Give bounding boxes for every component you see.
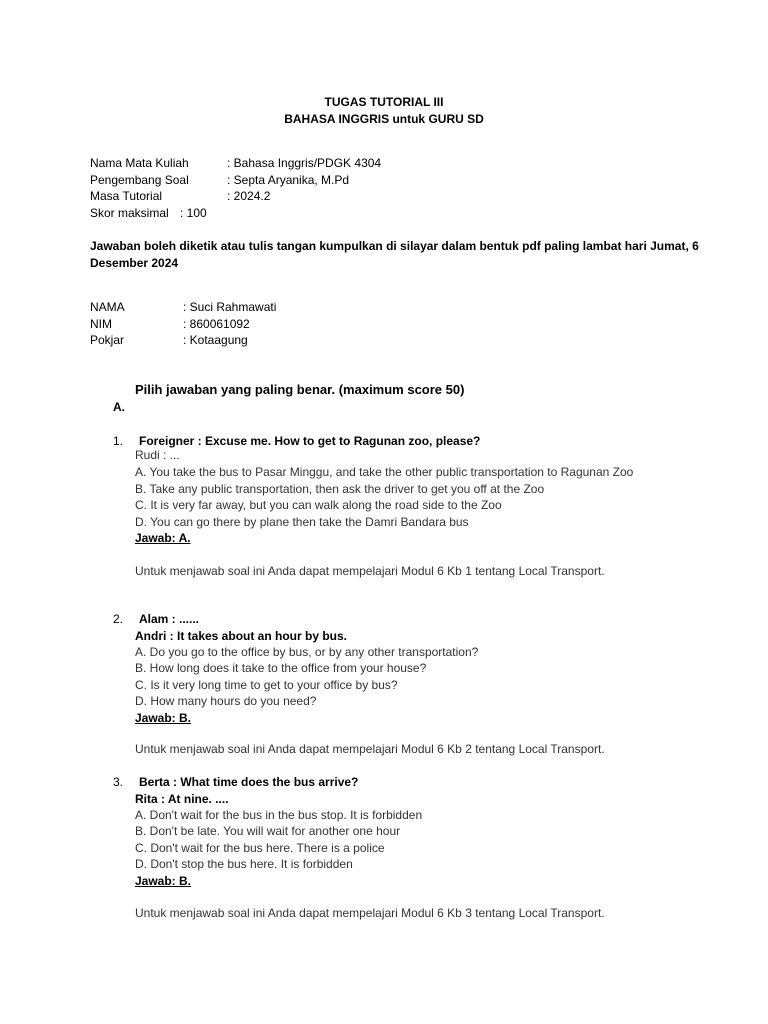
skor-value: : 100	[180, 206, 207, 220]
option-b: B. Don't be late. You will wait for another one hour	[135, 824, 401, 838]
skor-label: Skor maksimal	[90, 206, 169, 220]
doc-title: TUGAS TUTORIAL III	[324, 95, 444, 109]
question-number: 2.	[113, 612, 124, 626]
question-prompt: Berta : What time does the bus arrive?	[139, 775, 359, 789]
course-value-3: : 2024.2	[227, 189, 271, 203]
study-note: Untuk menjawab soal ini Anda dapat mempelajari Modul 6 Kb 2 tentang Local Transport.	[135, 742, 605, 756]
question-line2: Rita : At nine. ....	[135, 792, 229, 806]
course-value-2: : Septa Aryanika, M.Pd	[227, 173, 350, 187]
option-c: C. It is very far away, but you can walk along the road side to the Zoo	[135, 498, 502, 512]
section-letter: A.	[113, 400, 125, 414]
student-value-nama: : Suci Rahmawati	[183, 300, 277, 314]
answer-key: Jawab: B.	[135, 874, 192, 888]
question-prompt: Alam : ......	[139, 612, 200, 626]
student-value-nim: : 860061092	[183, 317, 250, 331]
option-b: B. How long does it take to the office from your house?	[135, 661, 427, 675]
doc-subtitle: BAHASA INGGRIS untuk GURU SD	[284, 112, 484, 126]
answer-key: Jawab: A.	[135, 531, 191, 545]
answer-key: Jawab: B.	[135, 711, 192, 725]
question-prompt: Foreigner : Excuse me. How to get to Ragunan zoo, please?	[139, 434, 481, 448]
section-heading: Pilih jawaban yang paling benar. (maximum score 50)	[135, 382, 465, 397]
option-d: D. You can go there by plane then take the Damri Bandara bus	[135, 515, 469, 529]
question-number: 1.	[113, 434, 124, 448]
course-label-1: Nama Mata Kuliah	[90, 156, 189, 170]
study-note: Untuk menjawab soal ini Anda dapat mempelajari Modul 6 Kb 1 tentang Local Transport.	[135, 564, 605, 578]
option-b: B. Take any public transportation, then ask the driver to get you off at the Zoo	[135, 482, 545, 496]
course-label-2: Pengembang Soal	[90, 173, 189, 187]
student-label-nama: NAMA	[90, 300, 125, 314]
study-note: Untuk menjawab soal ini Anda dapat mempelajari Modul 6 Kb 3 tentang Local Transport.	[135, 906, 605, 920]
student-label-nim: NIM	[90, 317, 112, 331]
student-label-pokjar: Pokjar	[90, 333, 125, 347]
option-c: C. Don't wait for the bus here. There is a police	[135, 841, 385, 855]
question-number: 3.	[113, 775, 124, 789]
option-a: A. Do you go to the office by bus, or by any other transportation?	[135, 645, 479, 659]
question-line2: Andri : It takes about an hour by bus.	[135, 629, 348, 643]
option-d: D. How many hours do you need?	[135, 694, 317, 708]
instruction-line-1: Jawaban boleh diketik atau tulis tangan kumpulkan di silayar dalam bentuk pdf paling lambat hari Jumat, 6	[90, 239, 699, 253]
course-value-1: : Bahasa Inggris/PDGK 4304	[227, 156, 382, 170]
student-value-pokjar: : Kotaagung	[183, 333, 248, 347]
option-d: D. Don't stop the bus here. It is forbidden	[135, 857, 353, 871]
option-a: A. Don't wait for the bus in the bus stop. It is forbidden	[135, 808, 423, 822]
instruction-line-2: Desember 2024	[90, 256, 179, 270]
option-c: C. Is it very long time to get to your office by bus?	[135, 678, 398, 692]
option-a: A. You take the bus to Pasar Minggu, and take the other public transportation to Ragunan Zoo	[135, 465, 634, 479]
question-line2: Rudi : ...	[135, 448, 180, 462]
course-label-3: Masa Tutorial	[90, 189, 163, 203]
